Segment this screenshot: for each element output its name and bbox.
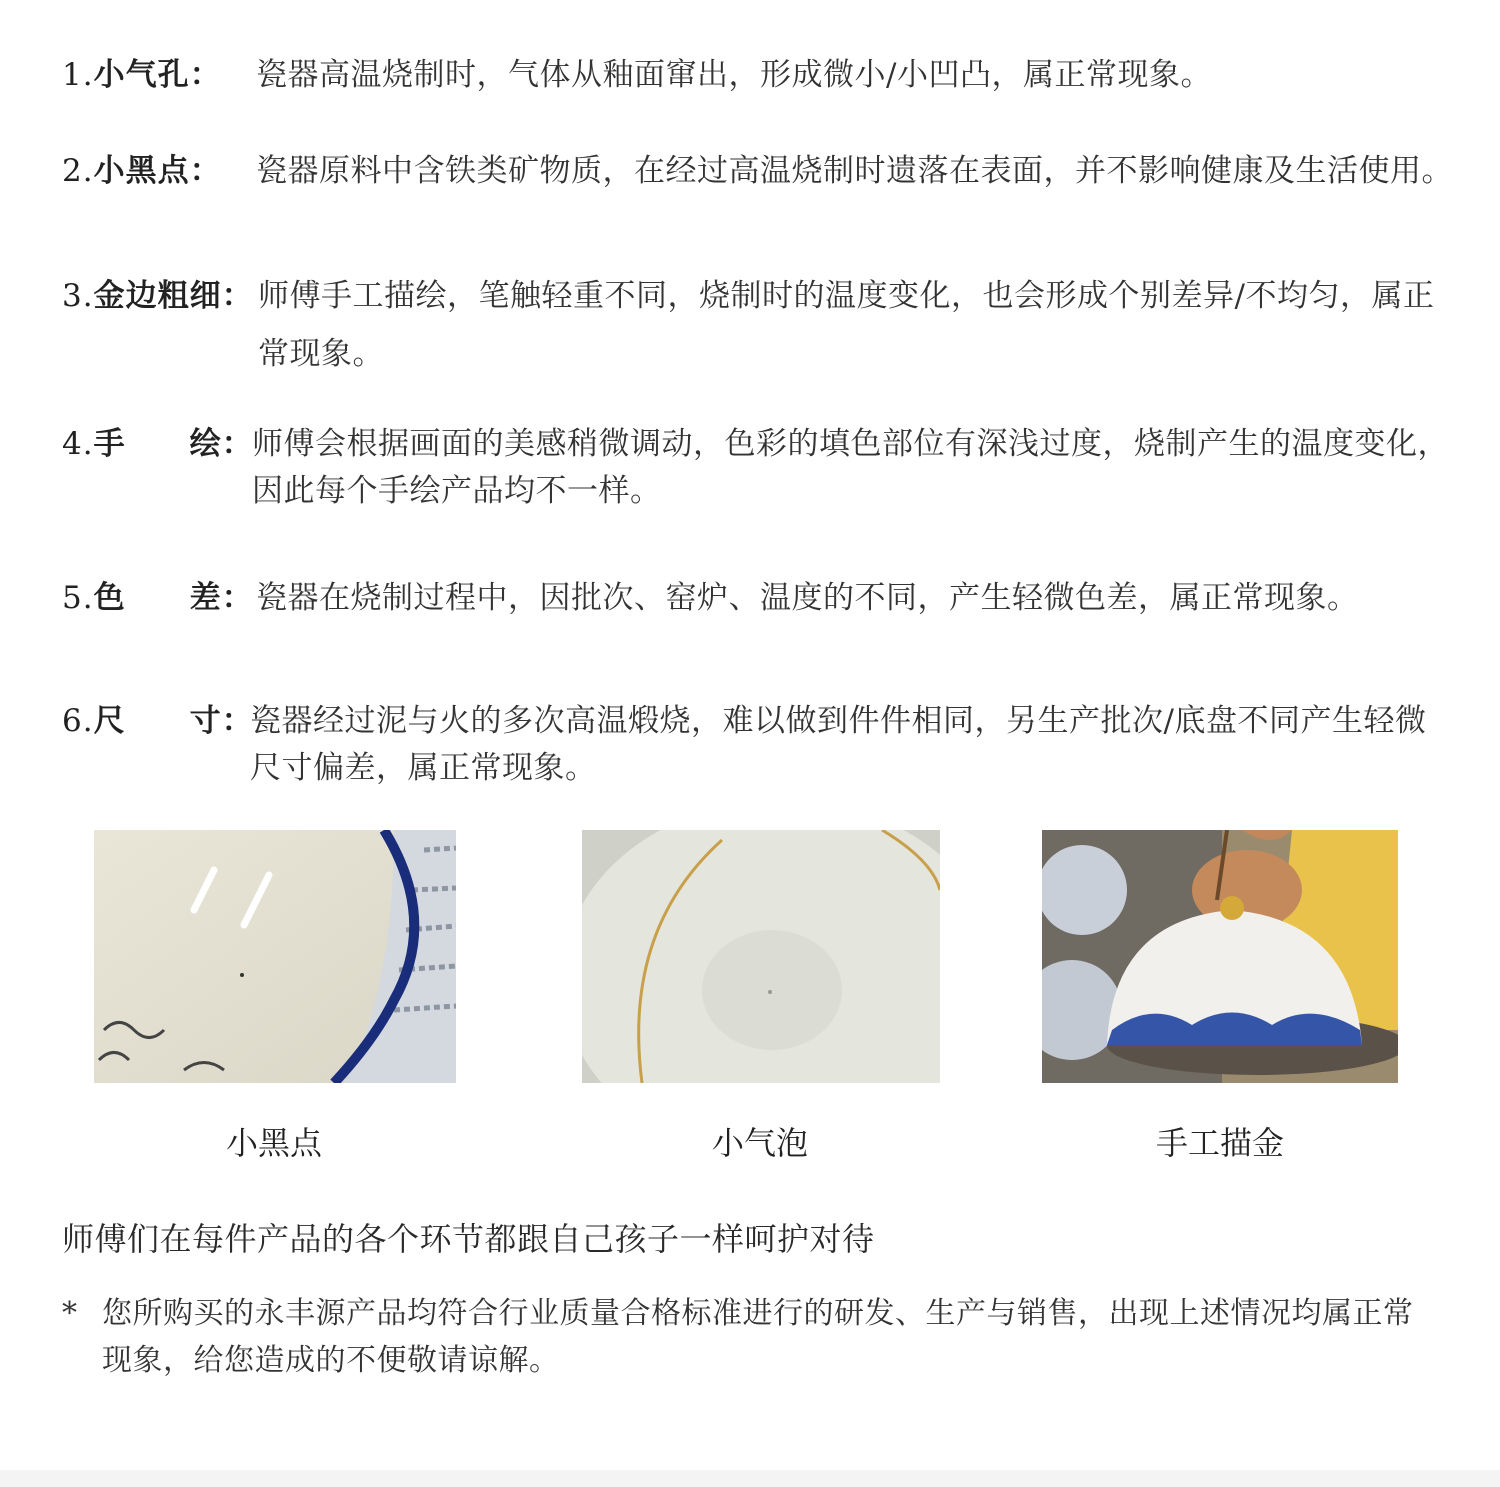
black-dot-marker [240, 973, 244, 977]
note-number: 6. [62, 703, 94, 739]
photo-black-dot [94, 830, 456, 1083]
note-text: 瓷器在烧制过程中，因批次、窑炉、温度的不同，产生轻微色差，属正常现象。 [256, 580, 1359, 616]
closing-statement: 师傅们在每件产品的各个环节都跟自己孩子一样呵护对待 [62, 1220, 875, 1258]
bubble-marker [768, 990, 772, 994]
note-number: 5. [62, 580, 94, 616]
note-label: 小黑点： [93, 153, 222, 189]
note-number: 3. [62, 278, 94, 314]
note-label: 金边粗细： [93, 278, 254, 314]
note-text: 师傅手工描绘，笔触轻重不同，烧制时的温度变化，也会形成个别差异/不均匀，属正常现象。 [258, 278, 1435, 372]
caption-hand-gilding: 手工描金 [1155, 1124, 1284, 1162]
note-label: 手 绘： [93, 426, 254, 462]
note-number: 2. [62, 153, 94, 189]
note-number: 1. [62, 57, 94, 93]
bottom-band [0, 1470, 1500, 1487]
note-label: 尺 寸： [93, 703, 254, 739]
note-text: 师傅会根据画面的美感稍微调动，色彩的填色部位有深浅过度，烧制产生的温度变化，因此每个手绘产品均不一样。 [252, 426, 1449, 509]
note-label: 小气孔： [93, 57, 222, 93]
disclaimer-text: 您所购买的永丰源产品均符合行业质量合格标准进行的研发、生产与销售，出现上述情况均属正常现象，给您造成的不便敬请谅解。 [102, 1296, 1414, 1378]
asterisk-icon: * [62, 1296, 77, 1331]
note-text: 瓷器高温烧制时，气体从釉面窜出，形成微小/小凹凸，属正常现象。 [256, 57, 1212, 93]
note-number: 4. [62, 426, 94, 462]
caption-small-bubble: 小气泡 [711, 1124, 808, 1162]
photo-hand-gilding [1042, 830, 1398, 1083]
photo-small-bubble [582, 830, 940, 1083]
note-label: 色 差： [93, 580, 254, 616]
note-text: 瓷器经过泥与火的多次高温煅烧，难以做到件件相同，另生产批次/底盘不同产生轻微尺寸偏差，属正常现象。 [250, 703, 1427, 786]
note-text: 瓷器原料中含铁类矿物质，在经过高温烧制时遗落在表面，并不影响健康及生活使用。 [256, 153, 1453, 189]
caption-black-dot: 小黑点 [225, 1124, 322, 1162]
